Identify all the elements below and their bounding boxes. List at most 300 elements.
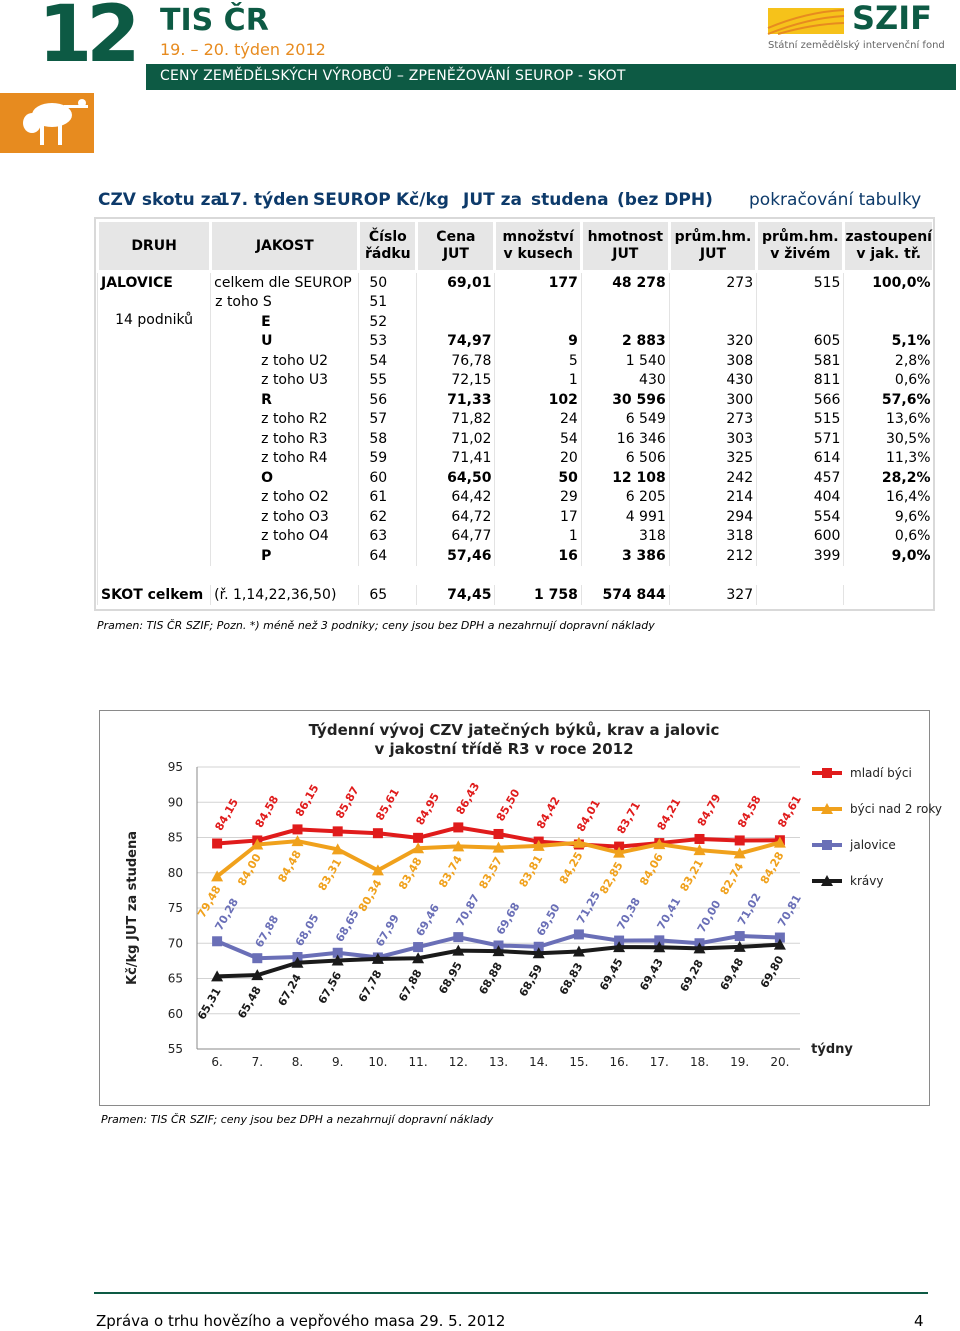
cell-c: 65 bbox=[359, 585, 417, 605]
cell-z: 16,4% bbox=[844, 488, 934, 508]
cell-z: 57,6% bbox=[844, 390, 934, 410]
table-title-part7: (bez DPH) bbox=[617, 190, 713, 210]
cell-ks: 9 bbox=[495, 332, 581, 352]
cell-cena: 71,41 bbox=[417, 449, 495, 469]
x-tick-label: 14. bbox=[529, 1055, 549, 1069]
cell-c: 56 bbox=[359, 390, 417, 410]
table-source-note: Pramen: TIS ČR SZIF; Pozn. *) méně než 3 podniky; ceny jsou bez DPH a nezahrnují dopravní náklady bbox=[97, 619, 655, 632]
cell-hm: 12 108 bbox=[581, 468, 669, 488]
table-row bbox=[98, 507, 934, 527]
data-label: 82,85 bbox=[597, 859, 626, 897]
data-label: 69,50 bbox=[534, 901, 563, 939]
data-label: 79,48 bbox=[195, 883, 224, 921]
cell-pz: 399 bbox=[757, 546, 844, 566]
data-label: 84,15 bbox=[212, 796, 242, 833]
y-tick-label: 55 bbox=[167, 1042, 183, 1056]
data-label: 68,88 bbox=[476, 960, 506, 997]
data-label: 84,58 bbox=[735, 793, 764, 830]
cell-pj: 303 bbox=[669, 429, 756, 449]
cell-cena: 71,82 bbox=[417, 410, 495, 430]
header-mnozstvi: množství v kusech bbox=[495, 221, 581, 272]
cell-hm: 318 bbox=[581, 527, 669, 547]
y-tick-label: 95 bbox=[167, 760, 183, 774]
data-label: 84,48 bbox=[275, 848, 305, 885]
y-axis-label: Kč/kg JUT za studena bbox=[125, 830, 140, 986]
legend-label: krávy bbox=[850, 874, 884, 888]
cell-pz: 614 bbox=[757, 449, 844, 469]
table-row bbox=[98, 488, 934, 508]
data-label: 65,31 bbox=[195, 985, 224, 1022]
section-bar-text: CENY ZEMĚDĚLSKÝCH VÝROBCŮ – ZPENĚŽOVÁNÍ SEUROP - SKOT bbox=[160, 68, 626, 84]
table-row bbox=[98, 312, 934, 332]
x-tick-label: 18. bbox=[689, 1055, 710, 1069]
data-label: 86,15 bbox=[292, 782, 322, 819]
cell-z bbox=[844, 293, 934, 313]
cell-jakost: E bbox=[211, 312, 359, 332]
cell-z bbox=[844, 312, 934, 332]
cell-c: 60 bbox=[359, 468, 417, 488]
section-bar bbox=[146, 64, 956, 90]
x-tick-label: 12. bbox=[448, 1055, 468, 1069]
cell-ks: 20 bbox=[495, 449, 581, 469]
cell-hm: 430 bbox=[581, 371, 669, 391]
cell-z: 9,0% bbox=[844, 546, 934, 566]
data-label: 67,88 bbox=[252, 913, 282, 950]
cell-druh bbox=[98, 546, 211, 566]
data-label: 71,25 bbox=[574, 889, 603, 926]
cell-pj: 430 bbox=[669, 371, 756, 391]
cell-jakost: z toho R3 bbox=[211, 429, 359, 449]
table-row bbox=[98, 351, 934, 371]
cell-druh bbox=[98, 410, 211, 430]
cell-jakost: celkem dle SEUROP bbox=[211, 272, 359, 293]
cell-pj: 242 bbox=[669, 468, 756, 488]
header-jakost: JAKOST bbox=[211, 221, 359, 272]
cell-cena: 71,33 bbox=[417, 390, 495, 410]
table-title-part5: JUT za bbox=[463, 190, 523, 210]
cell-ks: 54 bbox=[495, 429, 581, 449]
data-label: 67,99 bbox=[373, 912, 402, 949]
cell-cena: 57,46 bbox=[417, 546, 495, 566]
x-tick-label: 7. bbox=[251, 1055, 264, 1069]
data-label: 84,95 bbox=[413, 790, 443, 828]
x-tick-label: 19. bbox=[730, 1055, 750, 1069]
data-point bbox=[293, 824, 303, 834]
cell-cena: 71,02 bbox=[417, 429, 495, 449]
table-row bbox=[98, 527, 934, 547]
data-label: 84,00 bbox=[235, 851, 264, 889]
cell-hm: 48 278 bbox=[581, 272, 669, 293]
cell-ks: 1 bbox=[495, 527, 581, 547]
x-tick-label: 9. bbox=[331, 1055, 344, 1069]
data-label: 86,43 bbox=[453, 780, 483, 817]
cell-pj: 327 bbox=[669, 585, 756, 605]
cell-ks: 16 bbox=[495, 546, 581, 566]
header-hmotnost: hmotnost JUT bbox=[581, 221, 669, 272]
cell-pj: 325 bbox=[669, 449, 756, 469]
table-title-part1: CZV skotu za bbox=[98, 190, 223, 210]
data-point bbox=[413, 833, 423, 843]
cell-ks: 102 bbox=[495, 390, 581, 410]
cell-jakost: z toho O3 bbox=[211, 507, 359, 527]
cell-pz: 581 bbox=[757, 351, 844, 371]
header-druh: DRUH bbox=[98, 221, 211, 272]
table-title-part6: studena bbox=[531, 190, 609, 210]
table-row bbox=[98, 546, 934, 566]
cell-cena: 76,78 bbox=[417, 351, 495, 371]
cell-ks: 24 bbox=[495, 410, 581, 430]
cell-hm: 2 883 bbox=[581, 332, 669, 352]
cell-pz: 515 bbox=[757, 272, 844, 293]
data-point bbox=[333, 826, 343, 836]
data-label: 83,31 bbox=[315, 856, 345, 894]
y-tick-label: 65 bbox=[167, 971, 183, 986]
chart-subtitle: v jakostní třídě R3 v roce 2012 bbox=[374, 740, 634, 758]
data-label: 83,57 bbox=[476, 854, 506, 892]
cell-cena: 64,42 bbox=[417, 488, 495, 508]
cell-jakost: z toho O2 bbox=[211, 488, 359, 508]
x-tick-label: 20. bbox=[770, 1055, 790, 1069]
data-point bbox=[252, 953, 262, 963]
data-label: 69,80 bbox=[757, 953, 787, 991]
data-label: 67,78 bbox=[355, 967, 385, 1005]
data-label: 84,21 bbox=[654, 795, 684, 833]
cell-hm: 6 205 bbox=[581, 488, 669, 508]
cell-ks: 17 bbox=[495, 507, 581, 527]
chart-container bbox=[99, 710, 942, 1106]
data-label: 82,74 bbox=[717, 860, 747, 898]
data-point bbox=[453, 822, 463, 832]
header-prum-jut: prům.hm. JUT bbox=[669, 221, 756, 272]
cell-druh bbox=[98, 332, 211, 352]
cell-hm: 3 386 bbox=[581, 546, 669, 566]
y-tick-label: 90 bbox=[167, 795, 183, 810]
legend-marker bbox=[822, 840, 832, 850]
chart-title: Týdenní vývoj CZV jatečných býků, krav a jalovic bbox=[308, 721, 720, 739]
data-label: 70,00 bbox=[694, 898, 724, 935]
cell-hm: 16 346 bbox=[581, 429, 669, 449]
data-point bbox=[695, 834, 705, 844]
cell-jakost: z toho U3 bbox=[211, 371, 359, 391]
data-label: 69,28 bbox=[677, 957, 707, 994]
data-point bbox=[413, 942, 423, 952]
cell-druh bbox=[98, 449, 211, 469]
data-label: 70,38 bbox=[614, 895, 644, 933]
cell-jakost: U bbox=[211, 332, 359, 352]
cell-druh bbox=[98, 293, 211, 313]
cell-jakost: z toho O4 bbox=[211, 527, 359, 547]
cell-druh: SKOT celkem bbox=[98, 585, 211, 605]
cell-pz bbox=[757, 585, 844, 605]
table-row bbox=[98, 390, 934, 410]
cell-c: 64 bbox=[359, 546, 417, 566]
legend-label: mladí býci bbox=[850, 766, 912, 780]
cell-z: 30,5% bbox=[844, 429, 934, 449]
table-row bbox=[98, 449, 934, 469]
cell-pj bbox=[669, 312, 756, 332]
data-label: 84,25 bbox=[556, 849, 586, 887]
data-point bbox=[373, 828, 383, 838]
cell-druh bbox=[98, 488, 211, 508]
table-title-part3: SEUROP bbox=[313, 190, 391, 210]
cell-pj: 214 bbox=[669, 488, 756, 508]
cell-z: 28,2% bbox=[844, 468, 934, 488]
cell-hm: 6 549 bbox=[581, 410, 669, 430]
data-point bbox=[453, 932, 463, 942]
data-label: 83,21 bbox=[677, 857, 707, 894]
cell-ks: 177 bbox=[495, 272, 581, 293]
cell-druh bbox=[98, 351, 211, 371]
x-tick-label: 13. bbox=[488, 1055, 509, 1069]
data-label: 84,42 bbox=[534, 794, 563, 832]
cell-hm: 574 844 bbox=[581, 585, 669, 605]
legend-label: jalovice bbox=[850, 838, 896, 852]
cell-z: 2,8% bbox=[844, 351, 934, 371]
cell-z: 0,6% bbox=[844, 371, 934, 391]
cell-ks bbox=[495, 312, 581, 332]
cell-c: 55 bbox=[359, 371, 417, 391]
data-label: 68,59 bbox=[516, 962, 546, 999]
page-number: 4 bbox=[914, 1312, 924, 1330]
cell-druh: JALOVICE bbox=[98, 272, 211, 293]
cell-c: 51 bbox=[359, 293, 417, 313]
cell-hm: 4 991 bbox=[581, 507, 669, 527]
cell-jakost: z toho U2 bbox=[211, 351, 359, 371]
cell-pj: 273 bbox=[669, 272, 756, 293]
cell-pz bbox=[757, 312, 844, 332]
data-label: 84,79 bbox=[694, 791, 724, 829]
footer-divider bbox=[94, 1292, 928, 1294]
cell-ks: 5 bbox=[495, 351, 581, 371]
x-tick-label: 15. bbox=[569, 1055, 589, 1069]
cell-druh bbox=[98, 507, 211, 527]
data-point bbox=[494, 829, 504, 839]
data-label: 70,81 bbox=[775, 892, 804, 930]
cell-cena bbox=[417, 293, 495, 313]
szif-logo-icon bbox=[768, 8, 844, 34]
table-spacer bbox=[98, 566, 934, 586]
data-label: 70,28 bbox=[212, 896, 242, 933]
y-tick-label: 80 bbox=[167, 865, 183, 880]
table-row bbox=[98, 293, 934, 313]
data-label: 68,05 bbox=[292, 911, 322, 949]
brand-title: TIS ČR bbox=[160, 3, 269, 38]
legend-label: býci nad 2 roky bbox=[850, 802, 942, 816]
x-tick-label: 16. bbox=[609, 1055, 629, 1069]
x-axis-label: týdny bbox=[811, 1042, 853, 1057]
table-row bbox=[98, 429, 934, 449]
cell-pj: 273 bbox=[669, 410, 756, 430]
table-row bbox=[98, 332, 934, 352]
cell-druh bbox=[98, 429, 211, 449]
cell-ks: 1 758 bbox=[495, 585, 581, 605]
y-tick-label: 75 bbox=[167, 901, 183, 915]
cell-jakost: O bbox=[211, 468, 359, 488]
cell-ks bbox=[495, 293, 581, 313]
data-label: 71,02 bbox=[735, 890, 764, 928]
table-title-part2: 17. týden bbox=[218, 190, 310, 210]
data-label: 67,24 bbox=[275, 971, 305, 1009]
cell-jakost: z toho R2 bbox=[211, 410, 359, 430]
data-label: 80,34 bbox=[355, 877, 385, 914]
footer-text: Zpráva o trhu hovězího a vepřového masa 29. 5. 2012 bbox=[96, 1312, 506, 1330]
cell-jakost: P bbox=[211, 546, 359, 566]
data-label: 70,41 bbox=[654, 895, 684, 932]
cell-druh bbox=[98, 390, 211, 410]
data-label: 85,50 bbox=[493, 786, 523, 824]
legend-marker bbox=[822, 768, 832, 778]
x-tick-label: 17. bbox=[649, 1055, 669, 1069]
cell-c: 53 bbox=[359, 332, 417, 352]
cell-c: 57 bbox=[359, 410, 417, 430]
cell-z: 100,0% bbox=[844, 272, 934, 293]
cell-cena: 64,50 bbox=[417, 468, 495, 488]
cell-cena bbox=[417, 312, 495, 332]
cell-c: 50 bbox=[359, 272, 417, 293]
line-chart bbox=[100, 711, 942, 1105]
cell-pz: 457 bbox=[757, 468, 844, 488]
data-label: 85,61 bbox=[373, 786, 402, 823]
price-table bbox=[96, 219, 935, 605]
table-row bbox=[98, 371, 934, 391]
cell-ks: 1 bbox=[495, 371, 581, 391]
cell-ks: 29 bbox=[495, 488, 581, 508]
cell-hm: 1 540 bbox=[581, 351, 669, 371]
table-row bbox=[98, 585, 934, 605]
table-row bbox=[98, 468, 934, 488]
data-label: 69,45 bbox=[597, 956, 626, 993]
cell-pj: 318 bbox=[669, 527, 756, 547]
cell-z: 9,6% bbox=[844, 507, 934, 527]
cell-pz: 811 bbox=[757, 371, 844, 391]
cell-pz: 571 bbox=[757, 429, 844, 449]
cell-pj: 308 bbox=[669, 351, 756, 371]
cell-ks: 50 bbox=[495, 468, 581, 488]
cell-hm bbox=[581, 293, 669, 313]
data-label: 69,68 bbox=[493, 900, 523, 938]
y-tick-label: 85 bbox=[167, 830, 183, 845]
cell-druh bbox=[98, 371, 211, 391]
issue-number: 12 bbox=[38, 0, 135, 80]
data-label: 85,87 bbox=[333, 784, 362, 821]
szif-logo-text: SZIF bbox=[852, 0, 933, 37]
chart-source-note: Pramen: TIS ČR SZIF; ceny jsou bez DPH a nezahrnují dopravní náklady bbox=[101, 1113, 494, 1126]
x-tick-label: 10. bbox=[368, 1055, 388, 1069]
cell-druh: 14 podniků bbox=[98, 312, 211, 332]
cell-cena: 64,72 bbox=[417, 507, 495, 527]
cow-logo-icon bbox=[0, 93, 94, 153]
cell-z: 11,3% bbox=[844, 449, 934, 469]
data-point bbox=[735, 835, 745, 845]
x-tick-label: 6. bbox=[211, 1055, 223, 1069]
cell-cena: 69,01 bbox=[417, 272, 495, 293]
data-point bbox=[735, 931, 745, 941]
data-label: 83,71 bbox=[614, 799, 644, 837]
cell-jakost: z toho S bbox=[211, 293, 359, 313]
cell-z: 13,6% bbox=[844, 410, 934, 430]
data-label: 68,65 bbox=[333, 907, 362, 945]
data-label: 68,83 bbox=[556, 960, 586, 998]
cell-c: 62 bbox=[359, 507, 417, 527]
x-tick-label: 8. bbox=[291, 1055, 304, 1069]
cell-pz: 566 bbox=[757, 390, 844, 410]
data-label: 65,48 bbox=[235, 984, 264, 1021]
data-label: 68,95 bbox=[436, 959, 465, 997]
data-label: 67,56 bbox=[315, 969, 345, 1007]
cell-c: 63 bbox=[359, 527, 417, 547]
data-label: 69,46 bbox=[413, 901, 443, 939]
table-row bbox=[98, 272, 934, 293]
data-label: 69,48 bbox=[717, 955, 747, 993]
cell-cena: 74,97 bbox=[417, 332, 495, 352]
cell-pj: 320 bbox=[669, 332, 756, 352]
cell-druh bbox=[98, 468, 211, 488]
cell-c: 58 bbox=[359, 429, 417, 449]
data-label: 83,74 bbox=[436, 853, 465, 891]
cell-z: 0,6% bbox=[844, 527, 934, 547]
data-point bbox=[212, 936, 222, 946]
data-label: 84,58 bbox=[252, 793, 282, 830]
data-label: 83,48 bbox=[396, 855, 425, 892]
cell-pj bbox=[669, 293, 756, 313]
cell-c: 61 bbox=[359, 488, 417, 508]
data-point bbox=[574, 929, 584, 939]
data-label: 84,06 bbox=[637, 851, 666, 888]
data-label: 84,01 bbox=[574, 797, 603, 834]
cell-pz: 605 bbox=[757, 332, 844, 352]
data-label: 69,43 bbox=[637, 956, 666, 993]
cell-c: 59 bbox=[359, 449, 417, 469]
cell-jakost: (ř. 1,14,22,36,50) bbox=[211, 585, 359, 605]
cell-z bbox=[844, 585, 934, 605]
data-label: 84,28 bbox=[757, 849, 787, 887]
cell-cena: 72,15 bbox=[417, 371, 495, 391]
header-cena: Cena JUT bbox=[417, 221, 495, 272]
cell-pz: 404 bbox=[757, 488, 844, 508]
cell-druh bbox=[98, 527, 211, 547]
cell-pz bbox=[757, 293, 844, 313]
table-row bbox=[98, 410, 934, 430]
x-tick-label: 11. bbox=[408, 1055, 428, 1069]
cell-pj: 294 bbox=[669, 507, 756, 527]
data-label: 84,61 bbox=[775, 793, 804, 830]
data-label: 70,87 bbox=[453, 891, 483, 929]
cell-pz: 600 bbox=[757, 527, 844, 547]
table-title-part4: Kč/kg bbox=[396, 190, 449, 210]
header-zastoupeni: zastoupení v jak. tř. bbox=[844, 221, 934, 272]
cell-jakost: z toho R4 bbox=[211, 449, 359, 469]
cell-pj: 212 bbox=[669, 546, 756, 566]
week-label: 19. – 20. týden 2012 bbox=[160, 40, 326, 59]
cell-c: 54 bbox=[359, 351, 417, 371]
cell-cena: 64,77 bbox=[417, 527, 495, 547]
data-label: 67,88 bbox=[396, 967, 425, 1004]
y-tick-label: 60 bbox=[167, 1006, 183, 1021]
header-cislo: Číslo řádku bbox=[359, 221, 417, 272]
cell-hm: 30 596 bbox=[581, 390, 669, 410]
cell-pz: 515 bbox=[757, 410, 844, 430]
cell-c: 52 bbox=[359, 312, 417, 332]
header-prum-zivem: prům.hm. v živém bbox=[757, 221, 844, 272]
cell-hm bbox=[581, 312, 669, 332]
cell-hm: 6 506 bbox=[581, 449, 669, 469]
cell-pj: 300 bbox=[669, 390, 756, 410]
data-point bbox=[212, 838, 222, 848]
y-tick-label: 70 bbox=[167, 936, 183, 951]
cell-pz: 554 bbox=[757, 507, 844, 527]
table-continuation-label: pokračování tabulky bbox=[749, 190, 922, 210]
szif-logo-subtitle: Státní zemědělský intervenční fond bbox=[768, 40, 945, 51]
